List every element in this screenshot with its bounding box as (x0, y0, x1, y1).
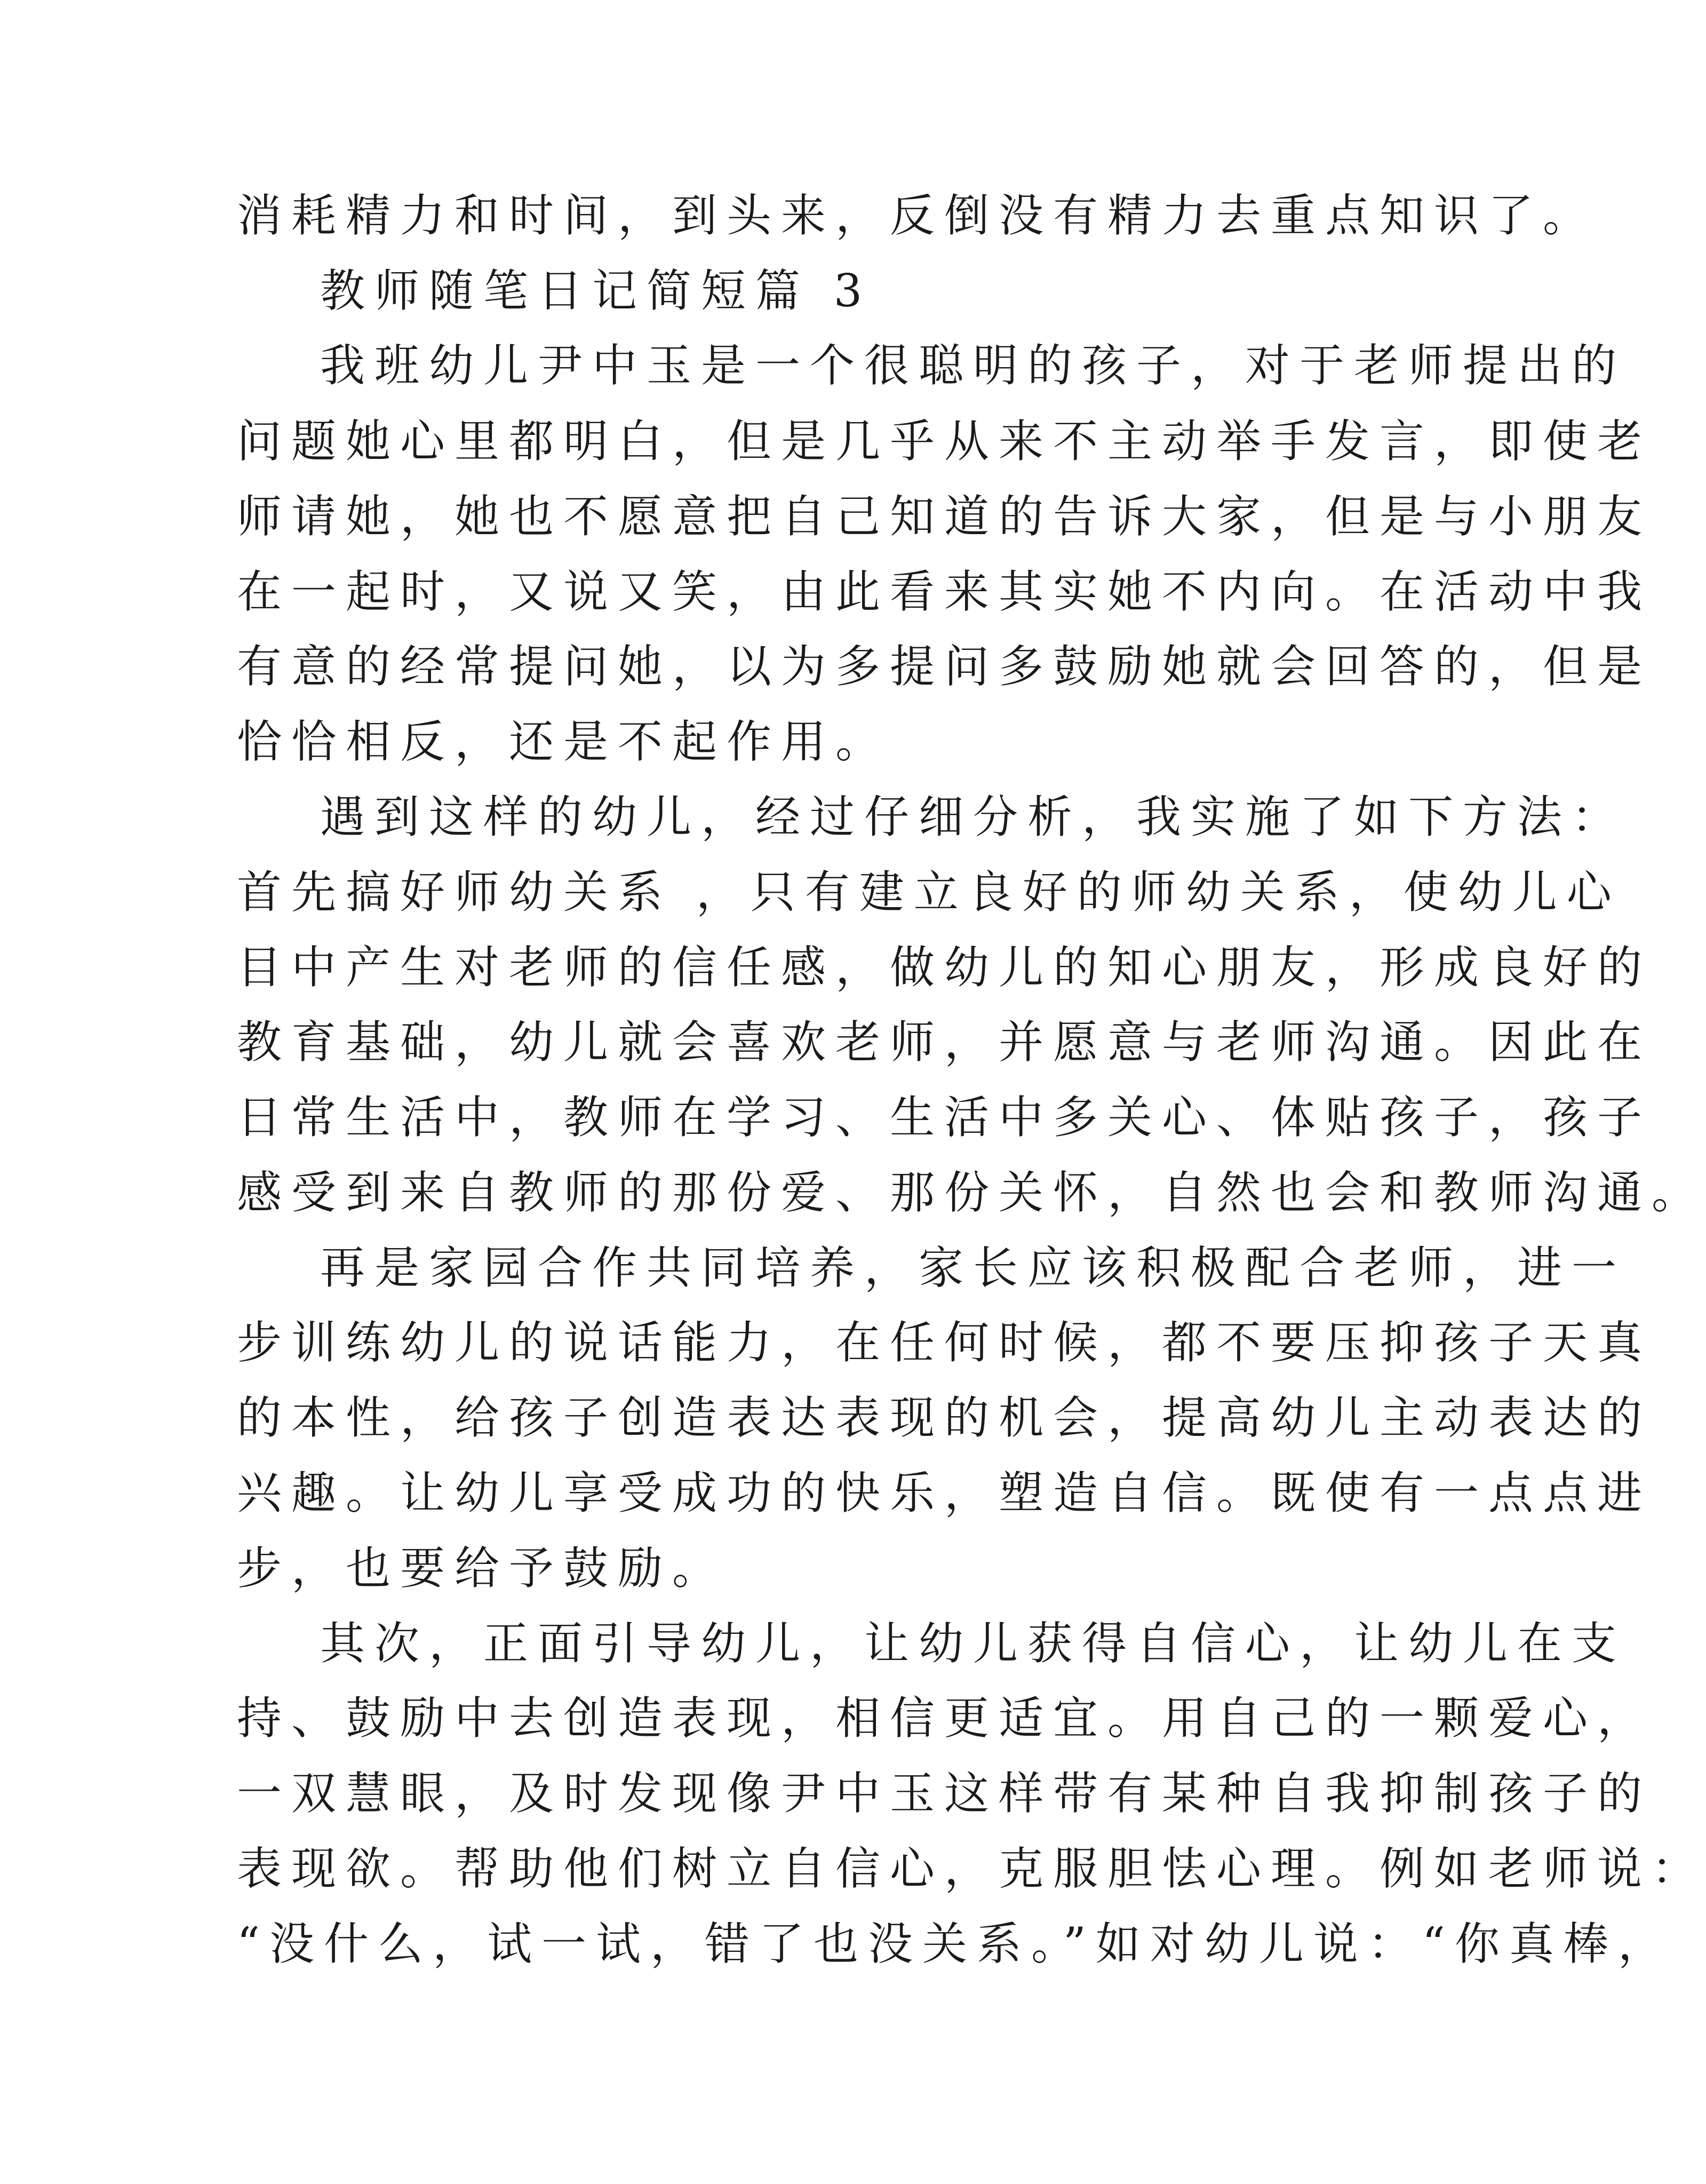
text-line: 表现欲。帮助他们树立自信心，克服胆怯心理。例如老师说： (237, 1842, 1706, 1895)
text-line: 兴趣。让幼儿享受成功的快乐，塑造自信。既使有一点点进 (237, 1467, 1652, 1519)
text-line: 有意的经常提问她，以为多提问多鼓励她就会回答的，但是 (237, 640, 1652, 693)
text-line: 我班幼儿尹中玉是一个很聪明的孩子，对于老师提出的 (320, 339, 1627, 392)
text-line: 恰恰相反，还是不起作用。 (237, 716, 890, 768)
text-line: 再是家园合作共同培养，家长应该积极配合老师，进一 (320, 1242, 1627, 1294)
text-line: 遇到这样的幼儿，经过仔细分析，我实施了如下方法： (320, 791, 1627, 843)
text-line: 感受到来自教师的那份爱、那份关怀，自然也会和教师沟通。 (237, 1166, 1706, 1219)
text-line: 在一起时，又说又笑，由此看来其实她不内向。在活动中我 (237, 566, 1652, 618)
text-line: 步，也要给予鼓励。 (237, 1542, 727, 1594)
text-line: 首先搞好师幼关系 ，只有建立良好的师幼关系，使幼儿心 (237, 866, 1621, 918)
text-line: 目中产生对老师的信任感，做幼儿的知心朋友，形成良好的 (237, 941, 1652, 994)
text-line: 的本性，给孩子创造表达表现的机会，提高幼儿主动表达的 (237, 1392, 1652, 1444)
text-line: 步训练幼儿的说话能力，在任何时候，都不要压抑孩子天真 (237, 1316, 1652, 1369)
text-line: 消耗精力和时间，到头来，反倒没有精力去重点知识了。 (237, 189, 1598, 242)
text-line: 其次，正面引导幼儿，让幼儿获得自信心，让幼儿在支 (320, 1617, 1627, 1670)
text-line: 问题她心里都明白，但是几乎从来不主动举手发言，即使老 (237, 415, 1652, 467)
text-line: “没什么，试一试，错了也没关系。”如对幼儿说：“你真棒， (237, 1918, 1672, 1970)
section-heading: 教师随笔日记简短篇 3 (320, 265, 872, 317)
text-line: 一双慧眼，及时发现像尹中玉这样带有某种自我抑制孩子的 (237, 1767, 1652, 1820)
text-line: 教育基础，幼儿就会喜欢老师，并愿意与老师沟通。因此在 (237, 1016, 1652, 1068)
text-line: 日常生活中，教师在学习、生活中多关心、体贴孩子，孩子 (237, 1091, 1652, 1143)
text-line: 师请她，她也不愿意把自己知道的告诉大家，但是与小朋友 (237, 490, 1652, 543)
text-line: 持、鼓励中去创造表现，相信更适宜。用自己的一颗爱心， (237, 1692, 1652, 1744)
